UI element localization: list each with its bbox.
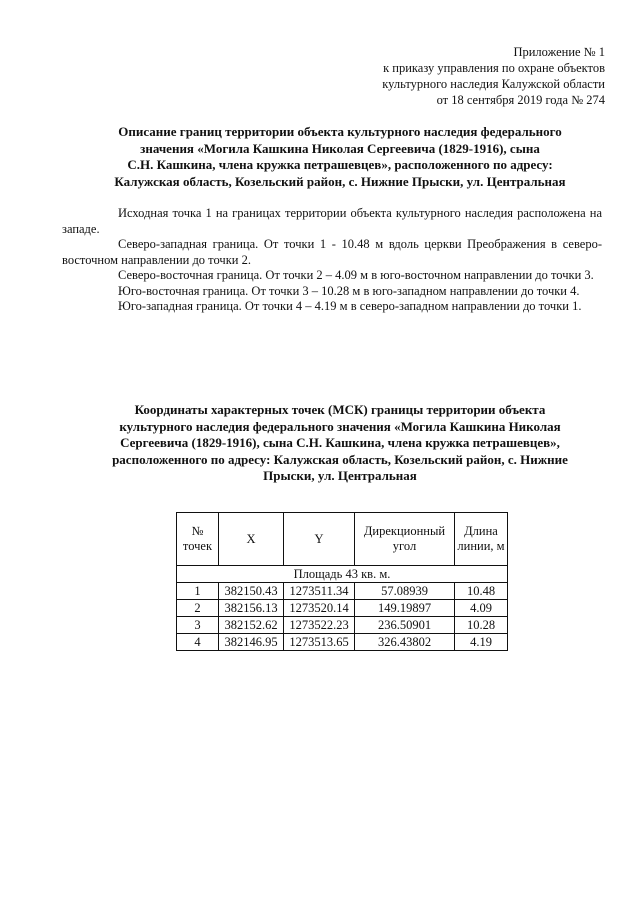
description-paragraph: Юго-восточная граница. От точки 3 – 10.28 м в юго-западном направлении до точки 4. (118, 283, 580, 298)
description-paragraph: Северо-западная граница. От точки 1 - 10.48 м вдоль церкви Преображения в северо-восточном направлении до точки 2. (62, 237, 602, 267)
cell-x: 382146.95 (219, 634, 284, 651)
header-y: Y (284, 513, 355, 566)
coords-title-line: Сергеевича (1829-1916), сына С.Н. Кашкина, члена кружка петрашевцев», (120, 435, 560, 450)
title-line: Описание границ территории объекта культурного наследия федерального (118, 124, 562, 139)
appendix-line: культурного наследия Калужской области (382, 77, 605, 91)
title-line: Калужская область, Козельский район, с. Нижние Прыски, ул. Центральная (114, 173, 566, 189)
boundary-description (62, 206, 602, 315)
table-header-row (177, 513, 508, 566)
appendix-header (382, 44, 605, 108)
coords-title-line: Прыски, ул. Центральная (263, 468, 417, 483)
cell-y: 1273511.34 (284, 583, 355, 600)
cell-y: 1273520.14 (284, 600, 355, 617)
cell-x: 382150.43 (219, 583, 284, 600)
cell-line-length: 10.28 (455, 617, 508, 634)
cell-y: 1273522.23 (284, 617, 355, 634)
appendix-line: Приложение № 1 (513, 45, 605, 59)
cell-point-number: 3 (177, 617, 219, 634)
cell-direction-angle: 149.19897 (355, 600, 455, 617)
table-row (177, 617, 508, 634)
appendix-line: от 18 сентября 2019 года № 274 (436, 93, 605, 107)
coords-title-line: Координаты характерных точек (МСК) границы территории объекта (134, 402, 546, 417)
cell-y: 1273513.65 (284, 634, 355, 651)
coordinates-title (70, 402, 610, 485)
description-paragraph: Юго-западная граница. От точки 4 – 4.19 м в северо-западном направлении до точки 1. (118, 299, 582, 313)
document-title (70, 124, 610, 190)
table-row (177, 600, 508, 617)
cell-line-length: 10.48 (455, 583, 508, 600)
title-line: С.Н. Кашкина, члена кружка петрашевцев», расположенного по адресу: (127, 157, 553, 172)
title-line: значения «Могила Кашкина Николая Сергеевича (1829-1916), сына (140, 140, 540, 156)
coords-title-line: расположенного по адресу: Калужская область, Козельский район, с. Нижние (112, 451, 568, 467)
cell-point-number: 4 (177, 634, 219, 651)
appendix-line: к приказу управления по охране объектов (383, 61, 605, 75)
area-cell: Площадь 43 кв. м. (177, 566, 508, 583)
coordinates-table (176, 512, 508, 651)
table-row (177, 583, 508, 600)
cell-direction-angle: 236.50901 (355, 617, 455, 634)
table-row (177, 634, 508, 651)
header-line-length: Длина линии, м (455, 513, 508, 566)
cell-direction-angle: 57.08939 (355, 583, 455, 600)
cell-point-number: 1 (177, 583, 219, 600)
cell-x: 382156.13 (219, 600, 284, 617)
coords-title-line: культурного наследия федерального значения «Могила Кашкина Николая (119, 418, 561, 434)
header-direction-angle: Дирекционный угол (355, 513, 455, 566)
cell-x: 382152.62 (219, 617, 284, 634)
header-x: X (219, 513, 284, 566)
cell-line-length: 4.19 (455, 634, 508, 651)
area-row (177, 566, 508, 583)
cell-point-number: 2 (177, 600, 219, 617)
description-paragraph: Исходная точка 1 на границах территории объекта культурного наследия расположена на западе. (62, 206, 602, 236)
cell-direction-angle: 326.43802 (355, 634, 455, 651)
cell-line-length: 4.09 (455, 600, 508, 617)
description-paragraph: Северо-восточная граница. От точки 2 – 4.09 м в юго-восточном направлении до точки 3. (118, 268, 594, 282)
header-point-number: № точек (177, 513, 219, 566)
